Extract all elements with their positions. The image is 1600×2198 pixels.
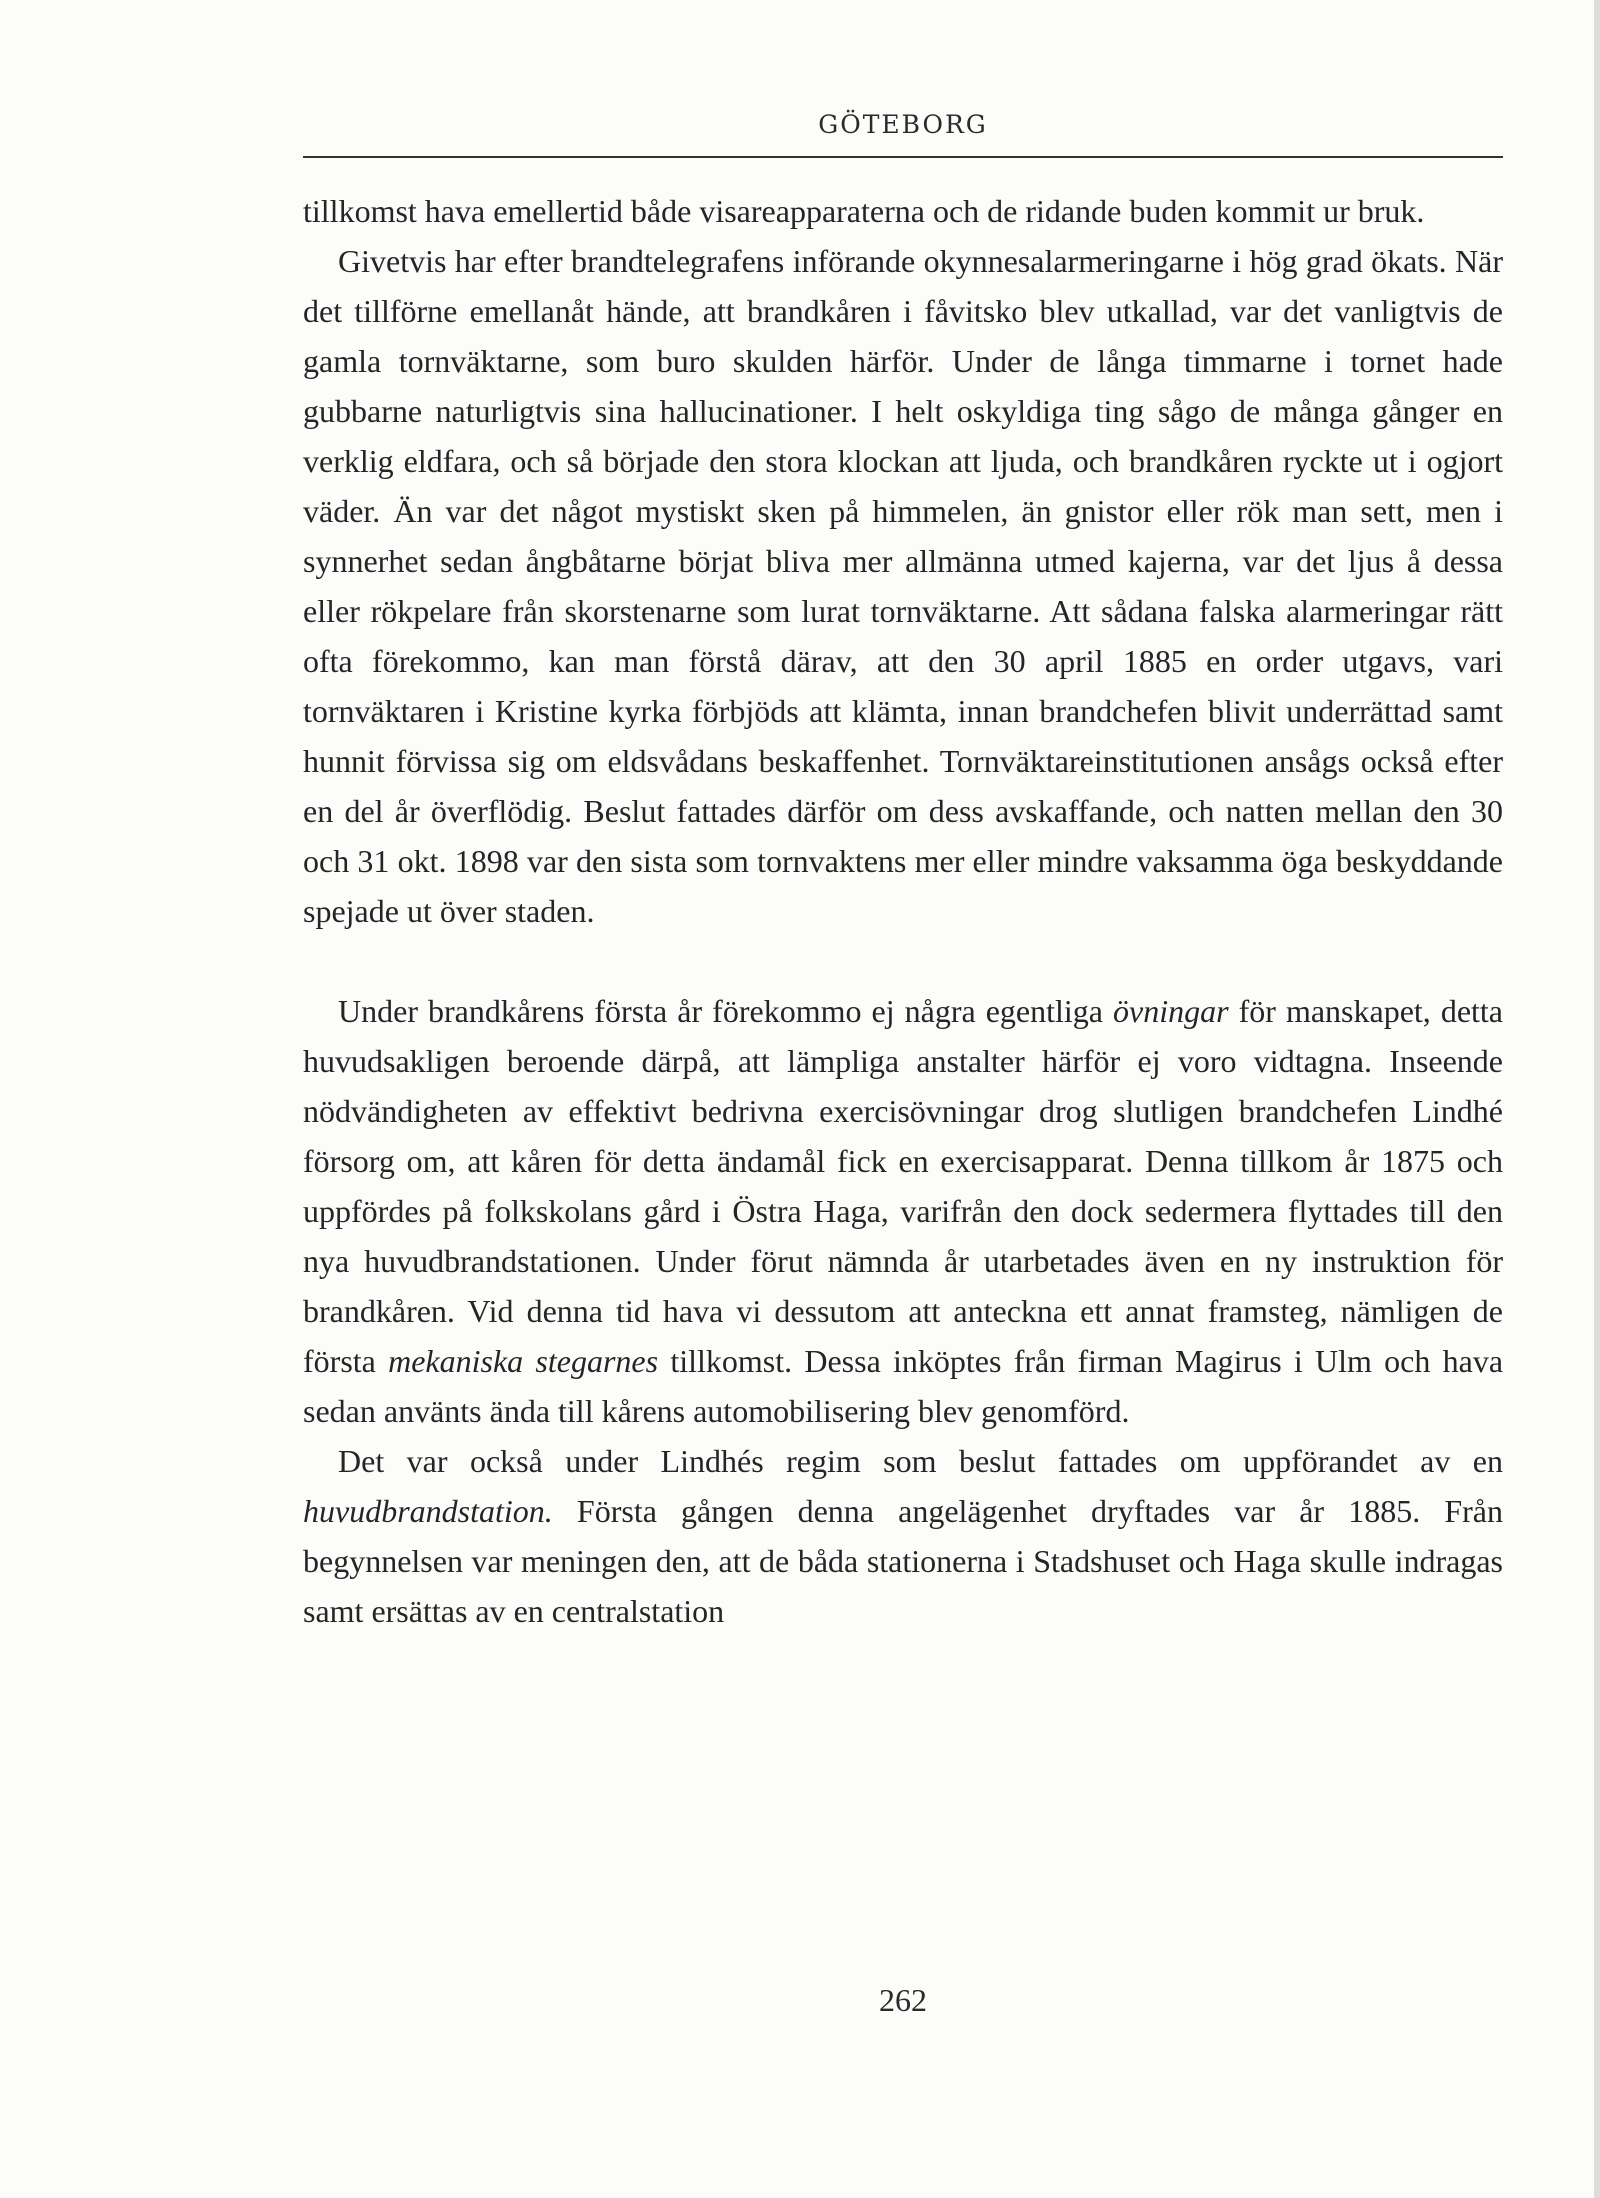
paragraph-text: Under brandkårens första år förekommo ej några egentliga xyxy=(338,993,1114,1029)
paragraph-text: Det var också under Lindhés regim som beslut fattades om uppförandet av en xyxy=(338,1443,1503,1479)
paragraph-text: tillkomst. Dessa inköptes från firman Magirus i Ulm och hava sedan använts ända till kårens automobilisering blev genomförd. xyxy=(303,1343,1504,1429)
paragraph-false-alarms: Givetvis har efter brandtelegrafens införande okynnesalarmeringarne i hög grad ökats. När det tillförne emellanåt hände, att brandkåren i fåvitsko blev utkallad, var det vanligtvis de gamla tornväktarne, som buro skulden härför. Under de långa timmarne i tornet hade gubbarne naturligtvis sina hallucinationer. I helt oskyldiga ting sågo de många gånger en verklig eldfara, och så började den stora klockan att ljuda, och brandkåren ryckte ut i ogjort väder. Än var det något mystiskt sken på himmelen, än gnistor eller rök man sett, men i synnerhet sedan ångbåtarne börjat bliva mer allmänna utmed kajerna, var det ljus å dessa eller rökpelare från skorstenarne som lurat tornväktarne. Att sådana falska alarmeringar rätt ofta förekommo, kan man förstå därav, att den 30 april 1885 en order utgavs, vari tornväktaren i Kristine kyrka förbjöds att klämta, innan brandchefen blivit underrättad samt hunnit förvissa sig om eldsvådans beskaffenhet. Tornväktareinstitutionen ansågs också efter en del år överflödig. Beslut fattades därför om dess avskaffande, och natten mellan den 30 och 31 okt. 1898 var den sista som tornvaktens mer eller mindre vaksamma öga beskyddande spejade ut över staden. xyxy=(303,243,1503,929)
italic-term-mekaniska-stegarnes: mekaniska stegarnes xyxy=(388,1343,659,1379)
page-edge-shadow xyxy=(1594,0,1600,2198)
paragraph-text: Första gången denna angelägenhet dryftades var år 1885. Från begynnelsen var meningen den, att de båda stationerna i Stadshuset och Haga skulle indragas samt ersättas av en centralstation xyxy=(303,1493,1503,1629)
body-text xyxy=(303,186,1503,1636)
page-number: 262 xyxy=(879,1982,927,2018)
italic-term-huvudbrandstation: huvudbrandstation. xyxy=(303,1493,553,1529)
running-title: GÖTEBORG xyxy=(818,110,988,139)
section-break xyxy=(303,936,1503,986)
paragraph-exercises xyxy=(303,986,1503,1436)
paragraph-text: för manskapet, detta huvudsakligen beroende därpå, att lämpliga anstalter härför ej voro vidtagna. Inseende nödvändigheten av effektivt bedrivna exercisövningar drog slutligen brandchefen Lindhé försorg om, att kåren för detta ändamål fick en exercisapparat. Denna tillkom år 1875 och uppfördes på folkskolans gård i Östra Haga, varifrån den dock sedermera flyttades till den nya huvudbrandstationen. Under förut nämnda år utarbetades även en ny instruktion för brandkåren. Vid denna tid hava vi dessutom att anteckna ett annat framsteg, nämligen de första xyxy=(303,993,1504,1379)
paragraph-continued: tillkomst hava emellertid både visareapparaterna och de ridande buden kommit ur bruk. xyxy=(303,193,1425,229)
italic-term-ovningar: övningar xyxy=(1113,993,1229,1029)
paragraph-main-station xyxy=(303,1436,1503,1636)
header-rule xyxy=(303,156,1503,158)
